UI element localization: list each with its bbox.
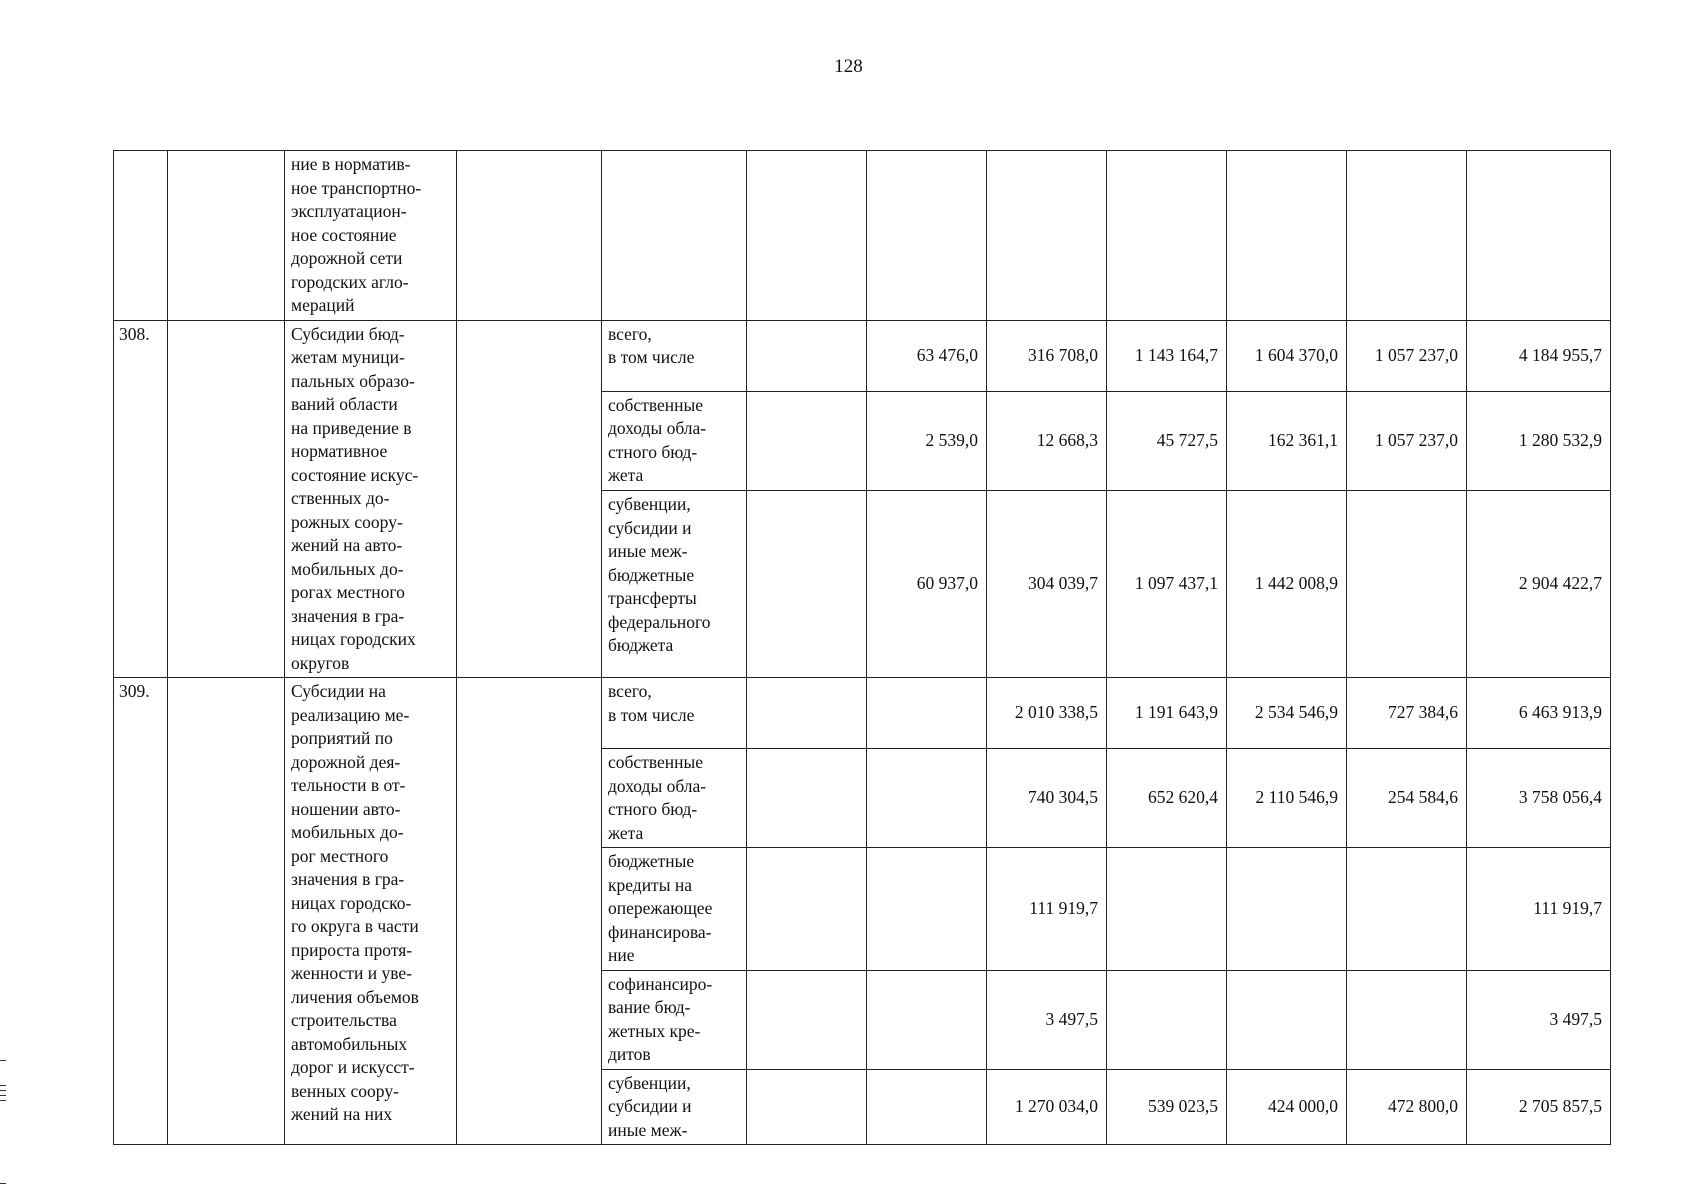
value-cell: 254 584,6 bbox=[1347, 749, 1467, 848]
measure-name: Субсидии на реализацию ме- роприятий по дорожной дея- тельности в от- ношении авто- мобильных до- рог местного значения в гра- ницах городско- го округа в части прироста протя- женности и уве- личения объемов строительства автомобильных дорог и искусст- венных соору- жений на них bbox=[285, 678, 457, 1145]
funding-source: всего, в том числе bbox=[602, 678, 747, 749]
scan-mark bbox=[0, 1060, 6, 1061]
value-cell: 539 023,5 bbox=[1107, 1069, 1227, 1145]
value-cell: 652 620,4 bbox=[1107, 749, 1227, 848]
value-cell: 1 143 164,7 bbox=[1107, 320, 1227, 391]
measure-name: ние в норматив- ное транспортно- эксплуатацион- ное состояние дорожной сети городских агло- мераций bbox=[285, 151, 457, 321]
cell-empty bbox=[747, 391, 867, 490]
cell-empty bbox=[747, 678, 867, 749]
funding-source: собственные доходы обла- стного бюд- жета bbox=[602, 391, 747, 490]
value-cell bbox=[1347, 970, 1467, 1069]
cell-empty bbox=[747, 320, 867, 391]
value-cell: 3 497,5 bbox=[987, 970, 1107, 1069]
cell-executor bbox=[457, 151, 602, 321]
value-cell: 1 604 370,0 bbox=[1227, 320, 1347, 391]
value-cell: 111 919,7 bbox=[987, 848, 1107, 971]
funding-source: субвенции, субсидии и иные меж- bbox=[602, 1069, 747, 1145]
cell-value bbox=[867, 151, 987, 321]
cell-executor bbox=[457, 320, 602, 678]
value-cell bbox=[867, 1069, 987, 1145]
cell-source bbox=[602, 151, 747, 321]
value-cell: 60 937,0 bbox=[867, 491, 987, 678]
value-cell: 1 280 532,9 bbox=[1467, 391, 1611, 490]
cell-value bbox=[1107, 151, 1227, 321]
entry-number: 308. bbox=[114, 320, 168, 678]
value-cell: 2 705 857,5 bbox=[1467, 1069, 1611, 1145]
value-cell: 162 361,1 bbox=[1227, 391, 1347, 490]
funding-source: субвенции, субсидии и иные меж- бюджетные трансферты федерального бюджета bbox=[602, 491, 747, 678]
value-cell bbox=[867, 970, 987, 1069]
value-cell: 63 476,0 bbox=[867, 320, 987, 391]
value-cell: 2 010 338,5 bbox=[987, 678, 1107, 749]
value-cell: 1 057 237,0 bbox=[1347, 320, 1467, 391]
cell-code bbox=[168, 151, 285, 321]
value-cell bbox=[1227, 848, 1347, 971]
value-cell: 111 919,7 bbox=[1467, 848, 1611, 971]
value-cell: 6 463 913,9 bbox=[1467, 678, 1611, 749]
cell-executor bbox=[457, 678, 602, 1145]
cell-no bbox=[114, 151, 168, 321]
table-row bbox=[114, 678, 1611, 749]
value-cell: 2 904 422,7 bbox=[1467, 491, 1611, 678]
value-cell: 304 039,7 bbox=[987, 491, 1107, 678]
cell-value bbox=[1347, 151, 1467, 321]
cell-empty bbox=[747, 848, 867, 971]
cell-empty bbox=[747, 749, 867, 848]
value-cell: 4 184 955,7 bbox=[1467, 320, 1611, 391]
scan-mark bbox=[0, 1100, 6, 1101]
value-cell bbox=[1107, 848, 1227, 971]
scan-mark bbox=[0, 1090, 6, 1091]
value-cell: 3 497,5 bbox=[1467, 970, 1611, 1069]
value-cell: 1 270 034,0 bbox=[987, 1069, 1107, 1145]
cell-empty bbox=[747, 151, 867, 321]
table-row bbox=[114, 320, 1611, 391]
value-cell bbox=[1227, 970, 1347, 1069]
funding-source: собственные доходы обла- стного бюд- жета bbox=[602, 749, 747, 848]
funding-source: бюджетные кредиты на опережающее финансирова- ние bbox=[602, 848, 747, 971]
value-cell bbox=[867, 848, 987, 971]
value-cell: 424 000,0 bbox=[1227, 1069, 1347, 1145]
value-cell: 12 668,3 bbox=[987, 391, 1107, 490]
value-cell: 2 110 546,9 bbox=[1227, 749, 1347, 848]
value-cell bbox=[1347, 491, 1467, 678]
value-cell bbox=[867, 678, 987, 749]
scan-mark bbox=[0, 1085, 6, 1086]
continuation-row bbox=[114, 151, 1611, 321]
page-number: 128 bbox=[834, 56, 863, 77]
value-cell: 1 191 643,9 bbox=[1107, 678, 1227, 749]
cell-empty bbox=[747, 1069, 867, 1145]
value-cell: 2 534 546,9 bbox=[1227, 678, 1347, 749]
funding-source: всего, в том числе bbox=[602, 320, 747, 391]
value-cell: 727 384,6 bbox=[1347, 678, 1467, 749]
measure-name: Субсидии бюд- жетам муници- пальных образо- ваний области на приведение в нормативное состояние искус- ственных до- рожных соору- жений на авто- мобильных до- рогах местного значения в гра- ницах городских округов bbox=[285, 320, 457, 678]
cell-value bbox=[1227, 151, 1347, 321]
cell-empty bbox=[747, 491, 867, 678]
cell-value bbox=[1467, 151, 1611, 321]
value-cell: 2 539,0 bbox=[867, 391, 987, 490]
cell-code bbox=[168, 678, 285, 1145]
cell-value bbox=[987, 151, 1107, 321]
value-cell bbox=[1347, 848, 1467, 971]
value-cell: 1 442 008,9 bbox=[1227, 491, 1347, 678]
scan-mark bbox=[0, 1183, 6, 1184]
value-cell: 740 304,5 bbox=[987, 749, 1107, 848]
scan-mark bbox=[0, 1095, 6, 1096]
value-cell: 1 097 437,1 bbox=[1107, 491, 1227, 678]
value-cell: 472 800,0 bbox=[1347, 1069, 1467, 1145]
value-cell: 1 057 237,0 bbox=[1347, 391, 1467, 490]
funding-source: софинансиро- вание бюд- жетных кре- дитов bbox=[602, 970, 747, 1069]
value-cell bbox=[867, 749, 987, 848]
value-cell: 3 758 056,4 bbox=[1467, 749, 1611, 848]
cell-code bbox=[168, 320, 285, 678]
value-cell: 316 708,0 bbox=[987, 320, 1107, 391]
cell-empty bbox=[747, 970, 867, 1069]
value-cell: 45 727,5 bbox=[1107, 391, 1227, 490]
budget-table bbox=[113, 150, 1611, 1145]
entry-number: 309. bbox=[114, 678, 168, 1145]
value-cell bbox=[1107, 970, 1227, 1069]
